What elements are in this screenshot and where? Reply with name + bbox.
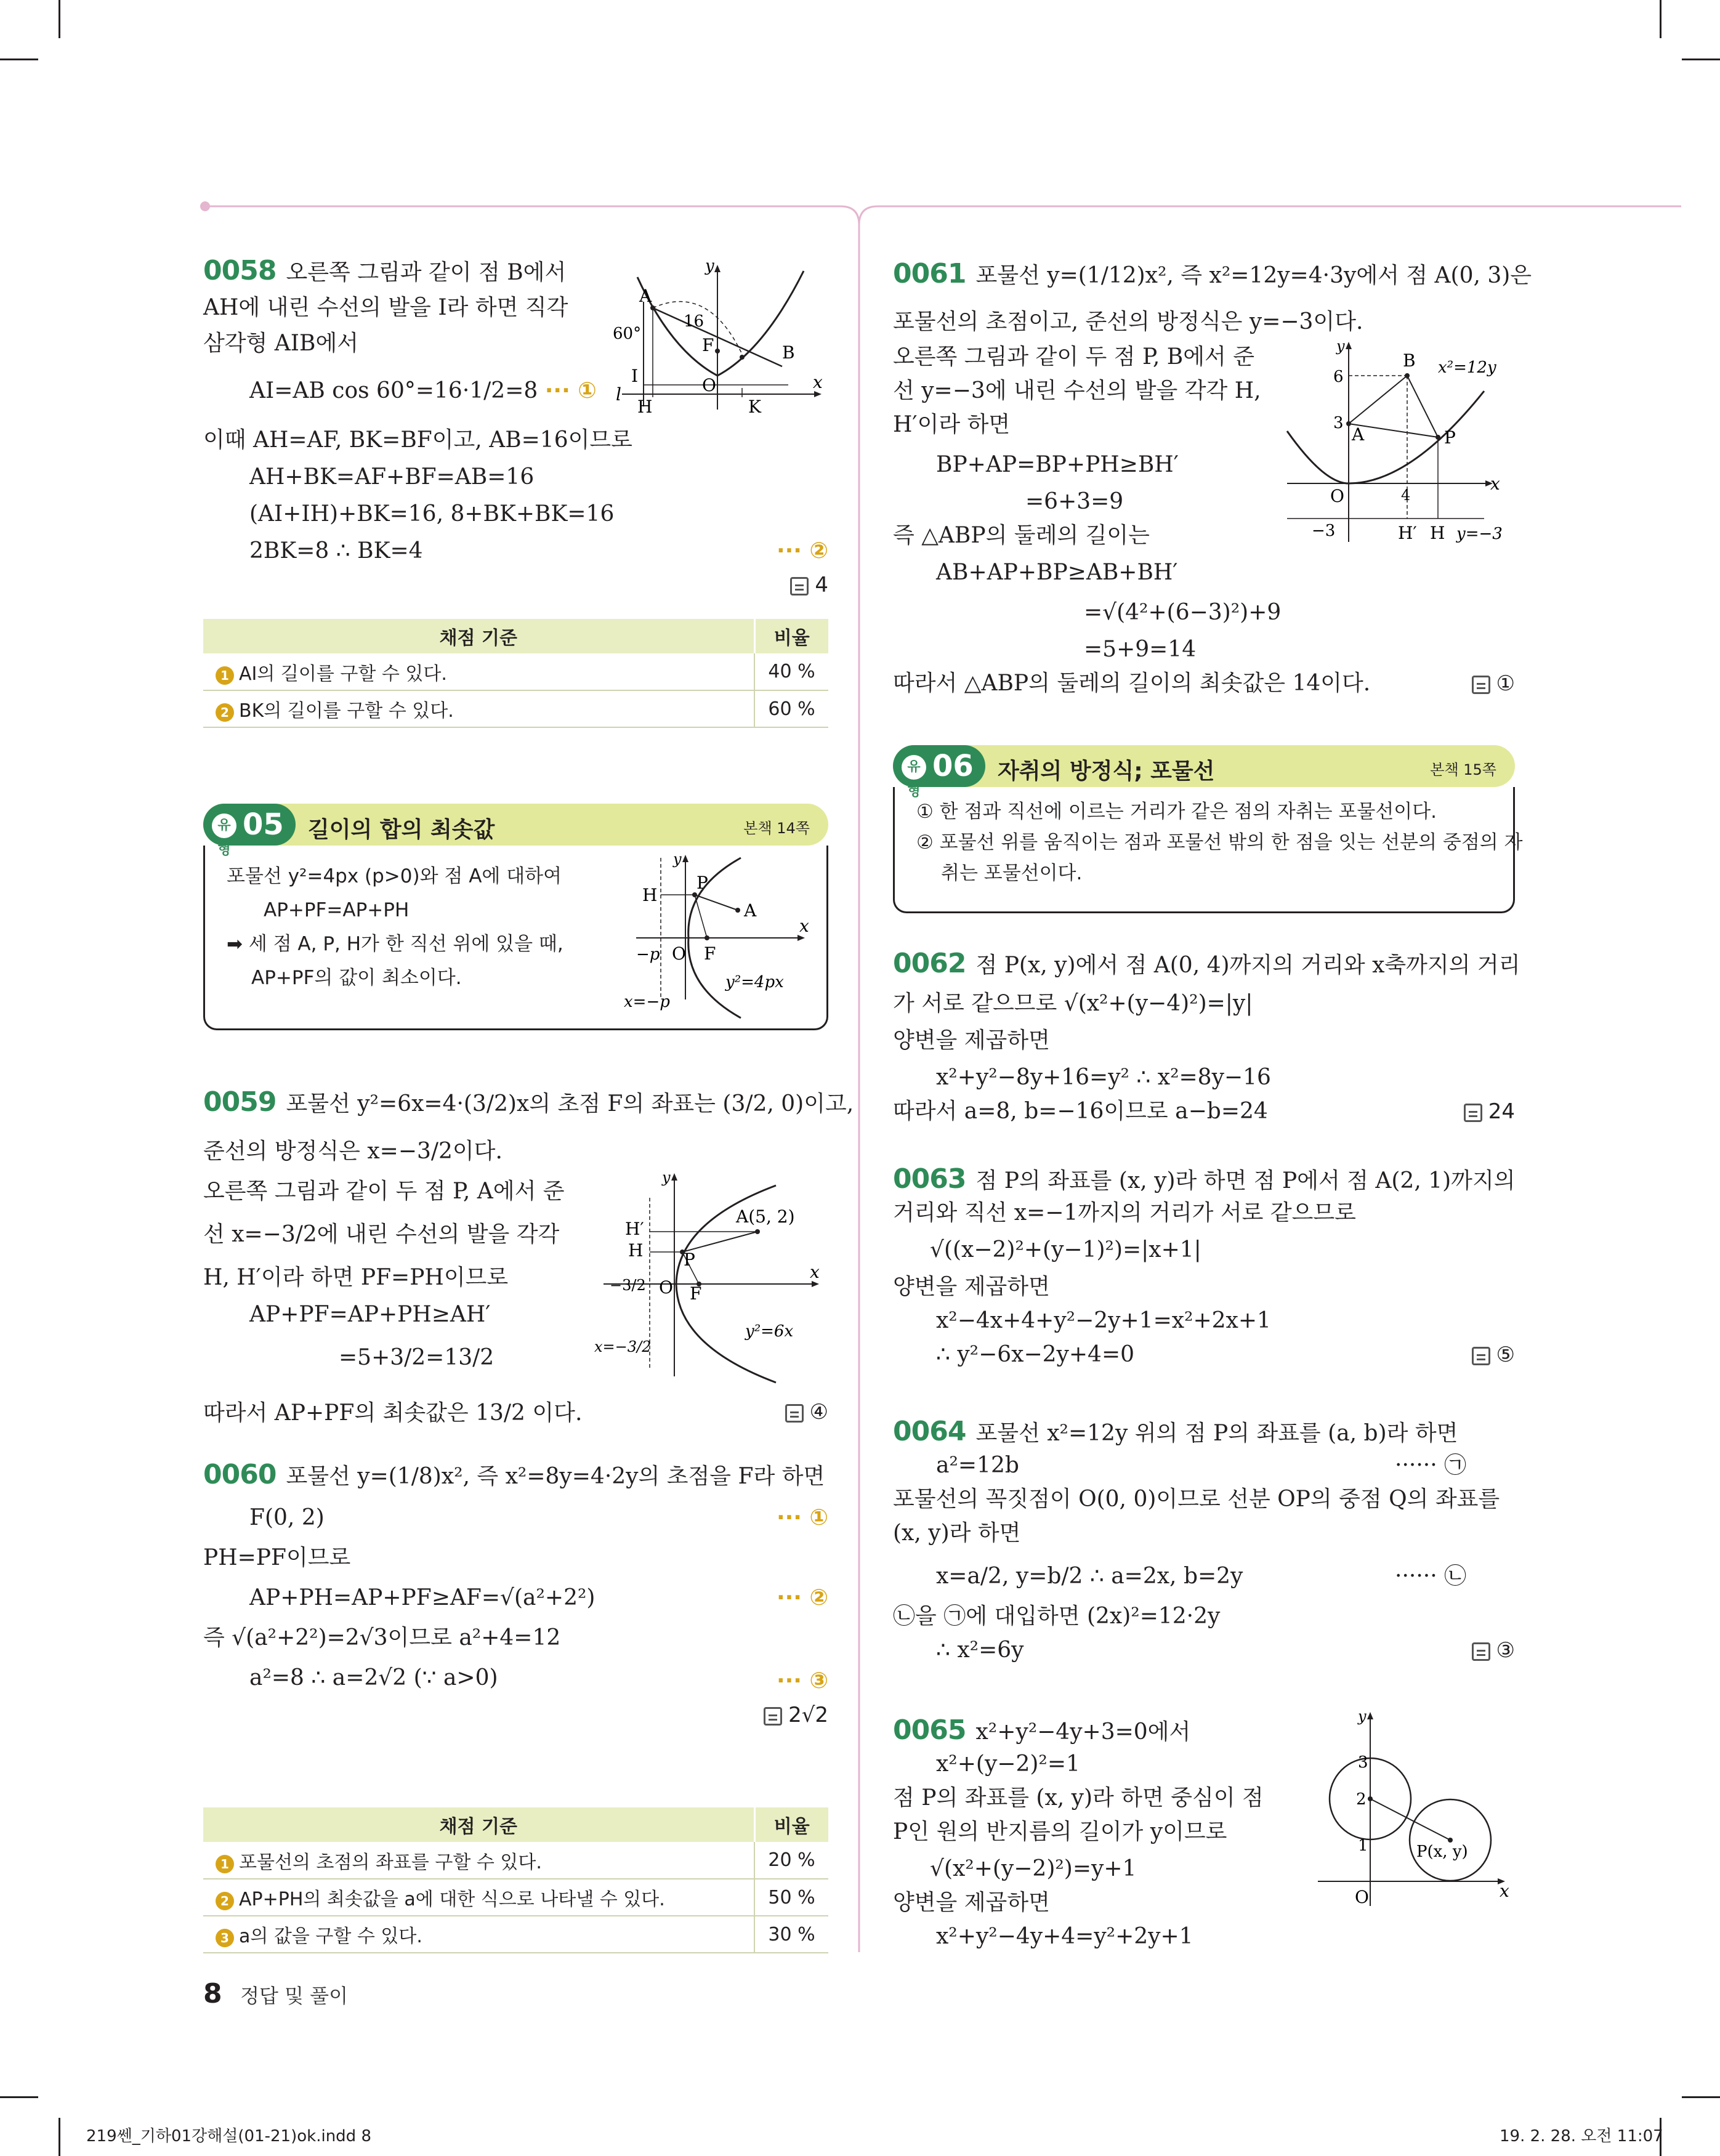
answer-icon bbox=[790, 577, 809, 596]
svg-text:O: O bbox=[1330, 486, 1344, 506]
svg-text:O: O bbox=[659, 1277, 673, 1298]
equation: x²+(y−2)²=1 bbox=[936, 1751, 1080, 1777]
step-marker-3: ··· ③ bbox=[776, 1668, 828, 1694]
equation-marker: ······ ㉡ bbox=[1395, 1564, 1467, 1589]
svg-text:y: y bbox=[662, 1169, 671, 1186]
type-06-header bbox=[893, 745, 1515, 799]
equation: AH+BK=AF+BF=AB=16 bbox=[249, 464, 535, 490]
scoring-table-1 bbox=[203, 619, 828, 728]
svg-text:x: x bbox=[1500, 1881, 1509, 1901]
equation: =5+9=14 bbox=[1084, 637, 1197, 662]
svg-text:A: A bbox=[744, 900, 757, 921]
svg-text:I: I bbox=[631, 366, 639, 386]
answer: 24 bbox=[1464, 1099, 1515, 1124]
equation: 즉 √(a²+2²)=2√3이므로 a²+4=12 bbox=[203, 1625, 561, 1650]
svg-text:K: K bbox=[748, 397, 761, 417]
text-line: 삼각형 AIB에서 bbox=[203, 331, 358, 356]
equation: AI=AB cos 60°=16·1/2=8 bbox=[249, 378, 538, 403]
answer-icon bbox=[1472, 1642, 1490, 1661]
step-marker-2: ··· ② bbox=[776, 538, 828, 563]
problem-number: 0061 bbox=[893, 258, 966, 289]
svg-text:4: 4 bbox=[1401, 487, 1411, 504]
answer-icon bbox=[1472, 1347, 1490, 1365]
problem-0061 bbox=[893, 246, 1532, 714]
svg-text:−3: −3 bbox=[1312, 522, 1336, 540]
svg-text:H′: H′ bbox=[625, 1219, 644, 1239]
type-ref: 본책 14쪽 bbox=[743, 820, 810, 837]
problem-0064 bbox=[893, 1410, 1515, 1663]
text-line: 포물선 y²=4px (p>0)와 점 A에 대하여 bbox=[227, 865, 562, 887]
table-row: 3 a의 값을 구할 수 있다. 30 % bbox=[203, 1916, 828, 1953]
svg-text:H′: H′ bbox=[1398, 523, 1417, 543]
equation: x²+y²−4y+4=y²+2y+1 bbox=[936, 1924, 1193, 1949]
text-line: 점 P(x, y)에서 점 A(0, 4)까지의 거리와 x축까지의 거리 bbox=[975, 953, 1520, 978]
svg-text:P: P bbox=[684, 1250, 695, 1270]
equation: a²=8 ∴ a=2√2 (∵ a>0) bbox=[249, 1665, 498, 1690]
problem-number: 0065 bbox=[893, 1714, 966, 1746]
text-line: 양변을 제곱하면 bbox=[893, 1274, 1050, 1299]
svg-text:x=−3/2: x=−3/2 bbox=[594, 1338, 652, 1355]
file-label: 219쎈_기하01강해설(01-21)ok.indd 8 bbox=[86, 2127, 371, 2146]
problem-number: 0062 bbox=[893, 948, 966, 979]
svg-text:16: 16 bbox=[684, 312, 705, 331]
equation: x²+y²−8y+16=y² ∴ x²=8y−16 bbox=[936, 1065, 1271, 1090]
figure-0058 bbox=[613, 257, 828, 419]
equation: ∴ x²=6y bbox=[936, 1637, 1024, 1663]
text-line: AH에 내린 수선의 발을 I라 하면 직각 bbox=[203, 295, 568, 320]
problem-number: 0059 bbox=[203, 1086, 277, 1118]
svg-text:A(5, 2): A(5, 2) bbox=[736, 1206, 795, 1227]
equation-marker: ······ ㉠ bbox=[1395, 1453, 1467, 1478]
svg-text:y=−3: y=−3 bbox=[1456, 525, 1503, 543]
table-row: 1 AI의 길이를 구할 수 있다. 40 % bbox=[203, 653, 828, 690]
text-line: 포물선 y=(1/12)x², 즉 x²=12y=4·3y에서 점 A(0, 3)은 bbox=[975, 263, 1532, 288]
svg-text:y: y bbox=[1336, 337, 1345, 355]
text-line: 양변을 제곱하면 bbox=[893, 1028, 1050, 1053]
text-line: 따라서 a=8, b=−16이므로 a−b=24 bbox=[893, 1099, 1268, 1124]
text-line: (x, y)라 하면 bbox=[893, 1520, 1021, 1546]
svg-text:O: O bbox=[702, 375, 716, 395]
text-line: ② 포물선 위를 움직이는 점과 포물선 밖의 한 점을 잇는 선분의 중점의 자 bbox=[916, 831, 1523, 854]
text-line: x²+y²−4y+3=0에서 bbox=[975, 1719, 1191, 1745]
table-row: 1 포물선의 초점의 좌표를 구할 수 있다. 20 % bbox=[203, 1842, 828, 1879]
criterion-number: 1 bbox=[216, 666, 234, 685]
svg-text:60°: 60° bbox=[613, 325, 642, 343]
equation: ∴ y²−6x−2y+4=0 bbox=[936, 1342, 1135, 1367]
table-header: 비율 bbox=[754, 619, 828, 653]
svg-text:−3/2: −3/2 bbox=[610, 1277, 646, 1294]
equation: =5+3/2=13/2 bbox=[339, 1345, 495, 1370]
type-ref: 본책 15쪽 bbox=[1430, 761, 1496, 778]
step-marker-1: ··· ① bbox=[544, 378, 597, 403]
text-line: 포물선 x²=12y 위의 점 P의 좌표를 (a, b)라 하면 bbox=[975, 1421, 1458, 1446]
equation: =6+3=9 bbox=[1025, 489, 1124, 514]
text-line: 양변을 제곱하면 bbox=[893, 1890, 1050, 1915]
answer: 4 bbox=[790, 573, 828, 597]
text-line: 오른쪽 그림과 같이 점 B에서 bbox=[286, 260, 567, 285]
text-line: H′이라 하면 bbox=[893, 412, 1011, 437]
equation: x=a/2, y=b/2 ∴ a=2x, b=2y bbox=[936, 1564, 1243, 1589]
svg-text:F: F bbox=[704, 943, 716, 964]
text-line: 점 P의 좌표를 (x, y)라 하면 중심이 점 bbox=[893, 1785, 1264, 1811]
figure-0059 bbox=[594, 1169, 828, 1383]
type-05-box bbox=[203, 846, 828, 1030]
type-05-header bbox=[203, 804, 828, 858]
svg-text:3: 3 bbox=[1358, 1753, 1368, 1772]
figure-type05 bbox=[624, 852, 815, 1012]
svg-text:2: 2 bbox=[1356, 1790, 1367, 1809]
text-line: 준선의 방정식은 x=−3/2이다. bbox=[203, 1139, 503, 1164]
svg-text:O: O bbox=[672, 943, 686, 964]
text-line: ㉡을 ㉠에 대입하면 (2x)²=12·2y bbox=[893, 1604, 1221, 1629]
answer: ① bbox=[1472, 671, 1515, 696]
svg-text:y²=4px: y²=4px bbox=[725, 973, 784, 991]
equation: AB+AP+BP≥AB+BH′ bbox=[936, 560, 1178, 585]
equation: AP+PH=AP+PF≥AF=√(a²+2²) bbox=[249, 1585, 596, 1610]
timestamp: 19. 2. 28. 오전 11:07 bbox=[1500, 2127, 1663, 2146]
text-line: 선 x=−3/2에 내린 수선의 발을 각각 bbox=[203, 1222, 560, 1247]
svg-text:B: B bbox=[1403, 350, 1416, 371]
table-header: 채점 기준 bbox=[203, 1807, 754, 1842]
problem-number: 0058 bbox=[203, 255, 277, 286]
svg-text:x: x bbox=[810, 1262, 820, 1282]
equation: =√(4²+(6−3)²)+9 bbox=[1084, 600, 1282, 625]
equation: BP+AP=BP+PH≥BH′ bbox=[936, 452, 1179, 477]
figure-0061 bbox=[1287, 339, 1515, 548]
svg-text:O: O bbox=[1355, 1887, 1369, 1907]
text-line: 이때 AH=AF, BK=BF이고, AB=16이므로 bbox=[203, 427, 632, 453]
svg-text:y²=6x: y²=6x bbox=[745, 1322, 794, 1341]
problem-0065 bbox=[893, 1709, 1515, 1968]
svg-text:P: P bbox=[1444, 427, 1456, 448]
svg-text:F: F bbox=[690, 1283, 702, 1304]
svg-text:B: B bbox=[782, 342, 795, 363]
problem-0062 bbox=[893, 939, 1520, 1124]
text-line: 오른쪽 그림과 같이 두 점 P, B에서 준 bbox=[893, 344, 1255, 369]
text-line: H, H′이라 하면 PF=PH이므로 bbox=[203, 1265, 509, 1290]
svg-text:H: H bbox=[642, 885, 658, 905]
text-line: 따라서 △ABP의 둘레의 길이의 최솟값은 14이다. bbox=[893, 671, 1371, 696]
svg-text:H: H bbox=[637, 397, 653, 417]
svg-text:P: P bbox=[696, 873, 708, 893]
type-badge: 유형 06 bbox=[893, 745, 985, 787]
svg-text:1: 1 bbox=[1358, 1836, 1368, 1855]
equation: AP+PF의 값이 최소이다. bbox=[251, 967, 462, 989]
svg-text:A: A bbox=[1352, 424, 1365, 445]
svg-text:P(x, y): P(x, y) bbox=[1416, 1843, 1468, 1861]
problem-number: 0064 bbox=[893, 1416, 966, 1447]
text-line: 점 P의 좌표를 (x, y)라 하면 점 P에서 점 A(2, 1)까지의 bbox=[975, 1168, 1516, 1193]
text-line: 포물선의 초점이고, 준선의 방정식은 y=−3이다. bbox=[893, 309, 1363, 334]
problem-0060 bbox=[203, 1453, 828, 1798]
svg-text:l: l bbox=[616, 384, 621, 405]
svg-text:x: x bbox=[799, 916, 809, 936]
table-header: 채점 기준 bbox=[203, 619, 754, 653]
text-line: P인 원의 반지름의 길이가 y이므로 bbox=[893, 1819, 1227, 1844]
equation: √(x²+(y−2)²)=y+1 bbox=[930, 1856, 1137, 1881]
text-line: 즉 △ABP의 둘레의 길이는 bbox=[893, 523, 1150, 548]
svg-text:H: H bbox=[628, 1240, 644, 1261]
text-line: 선 y=−3에 내린 수선의 발을 각각 H, bbox=[893, 378, 1261, 403]
criterion-number: 3 bbox=[216, 1929, 234, 1947]
equation: a²=12b bbox=[936, 1453, 1019, 1478]
figure-0065 bbox=[1318, 1709, 1515, 1912]
text-line: 거리와 직선 x=−1까지의 거리가 서로 같으므로 bbox=[893, 1200, 1356, 1225]
problem-number: 0063 bbox=[893, 1163, 966, 1195]
answer-icon bbox=[1464, 1104, 1482, 1122]
svg-text:y: y bbox=[705, 257, 714, 275]
svg-text:y: y bbox=[673, 850, 682, 868]
answer-icon bbox=[764, 1707, 782, 1726]
criterion-number: 2 bbox=[216, 1892, 234, 1910]
svg-text:−p: −p bbox=[636, 945, 660, 964]
svg-text:x=−p: x=−p bbox=[624, 993, 670, 1011]
text-line: PH=PF이므로 bbox=[203, 1545, 351, 1570]
text-line: 포물선의 꼭짓점이 O(0, 0)이므로 선분 OP의 중점 Q의 좌표를 bbox=[893, 1487, 1500, 1512]
svg-text:x: x bbox=[813, 372, 823, 392]
text-line: 취는 포물선이다. bbox=[941, 862, 1083, 884]
svg-text:6: 6 bbox=[1333, 368, 1344, 386]
svg-text:F: F bbox=[702, 335, 714, 355]
table-row: 2 BK의 길이를 구할 수 있다. 60 % bbox=[203, 690, 828, 727]
answer-icon bbox=[785, 1404, 804, 1423]
svg-text:x²=12y: x²=12y bbox=[1438, 358, 1496, 377]
step-marker-1: ··· ① bbox=[776, 1505, 828, 1530]
step-marker-2: ··· ② bbox=[776, 1585, 828, 1610]
text-line: 포물선 y²=6x=4·(3/2)x의 초점 F의 좌표는 (3/2, 0)이고, bbox=[286, 1091, 854, 1116]
svg-text:y: y bbox=[1358, 1708, 1367, 1725]
svg-text:x: x bbox=[1490, 474, 1500, 494]
scoring-table-2 bbox=[203, 1807, 828, 1953]
equation: (AI+IH)+BK=16, 8+BK+BK=16 bbox=[249, 501, 615, 527]
table-row: 2 AP+PH의 최솟값을 a에 대한 식으로 나타낼 수 있다. 50 % bbox=[203, 1879, 828, 1916]
problem-number: 0060 bbox=[203, 1459, 277, 1490]
equation: √((x−2)²+(y−1)²)=|x+1| bbox=[930, 1237, 1201, 1262]
svg-text:A: A bbox=[639, 286, 652, 306]
answer: 2√2 bbox=[764, 1703, 828, 1727]
text-line: ① 한 점과 직선에 이르는 거리가 같은 점의 자취는 포물선이다. bbox=[916, 801, 1437, 823]
problem-0058 bbox=[203, 246, 828, 604]
text-line: ➡ 세 점 A, P, H가 한 직선 위에 있을 때, bbox=[227, 933, 563, 955]
text-line: 따라서 AP+PF의 최솟값은 13/2 이다. bbox=[203, 1400, 583, 1426]
answer-icon bbox=[1472, 676, 1490, 694]
equation: x²−4x+4+y²−2y+1=x²+2x+1 bbox=[936, 1308, 1271, 1333]
svg-text:3: 3 bbox=[1333, 414, 1344, 432]
page-footer bbox=[203, 1978, 348, 2015]
equation: AP+PF=AP+PH bbox=[264, 899, 410, 921]
svg-text:H: H bbox=[1430, 523, 1445, 543]
type-06-box bbox=[893, 787, 1523, 913]
book-label: 정답 및 풀이 bbox=[240, 1984, 348, 2008]
text-line: 오른쪽 그림과 같이 두 점 P, A에서 준 bbox=[203, 1179, 565, 1204]
problem-0063 bbox=[893, 1158, 1515, 1367]
page-number: 8 bbox=[203, 1978, 222, 2009]
equation: F(0, 2) bbox=[249, 1505, 325, 1530]
type-title: 자취의 방정식; 포물선 bbox=[998, 759, 1215, 784]
problem-0059 bbox=[203, 1075, 854, 1426]
criterion-number: 1 bbox=[216, 1855, 234, 1873]
criterion-number: 2 bbox=[216, 703, 234, 722]
table-header: 비율 bbox=[754, 1807, 828, 1842]
type-title: 길이의 합의 최솟값 bbox=[308, 817, 495, 842]
equation: AP+PF=AP+PH≥AH′ bbox=[249, 1302, 491, 1327]
equation: 2BK=8 ∴ BK=4 bbox=[249, 538, 423, 563]
answer: ③ bbox=[1472, 1638, 1515, 1663]
text-line: 가 서로 같으므로 √(x²+(y−4)²)=|y| bbox=[893, 991, 1253, 1016]
text-line: 포물선 y=(1/8)x², 즉 x²=8y=4·2y의 초점을 F라 하면 bbox=[286, 1464, 825, 1489]
answer: ⑤ bbox=[1472, 1342, 1515, 1367]
type-badge: 유형 05 bbox=[203, 804, 296, 846]
answer: ④ bbox=[785, 1400, 828, 1424]
